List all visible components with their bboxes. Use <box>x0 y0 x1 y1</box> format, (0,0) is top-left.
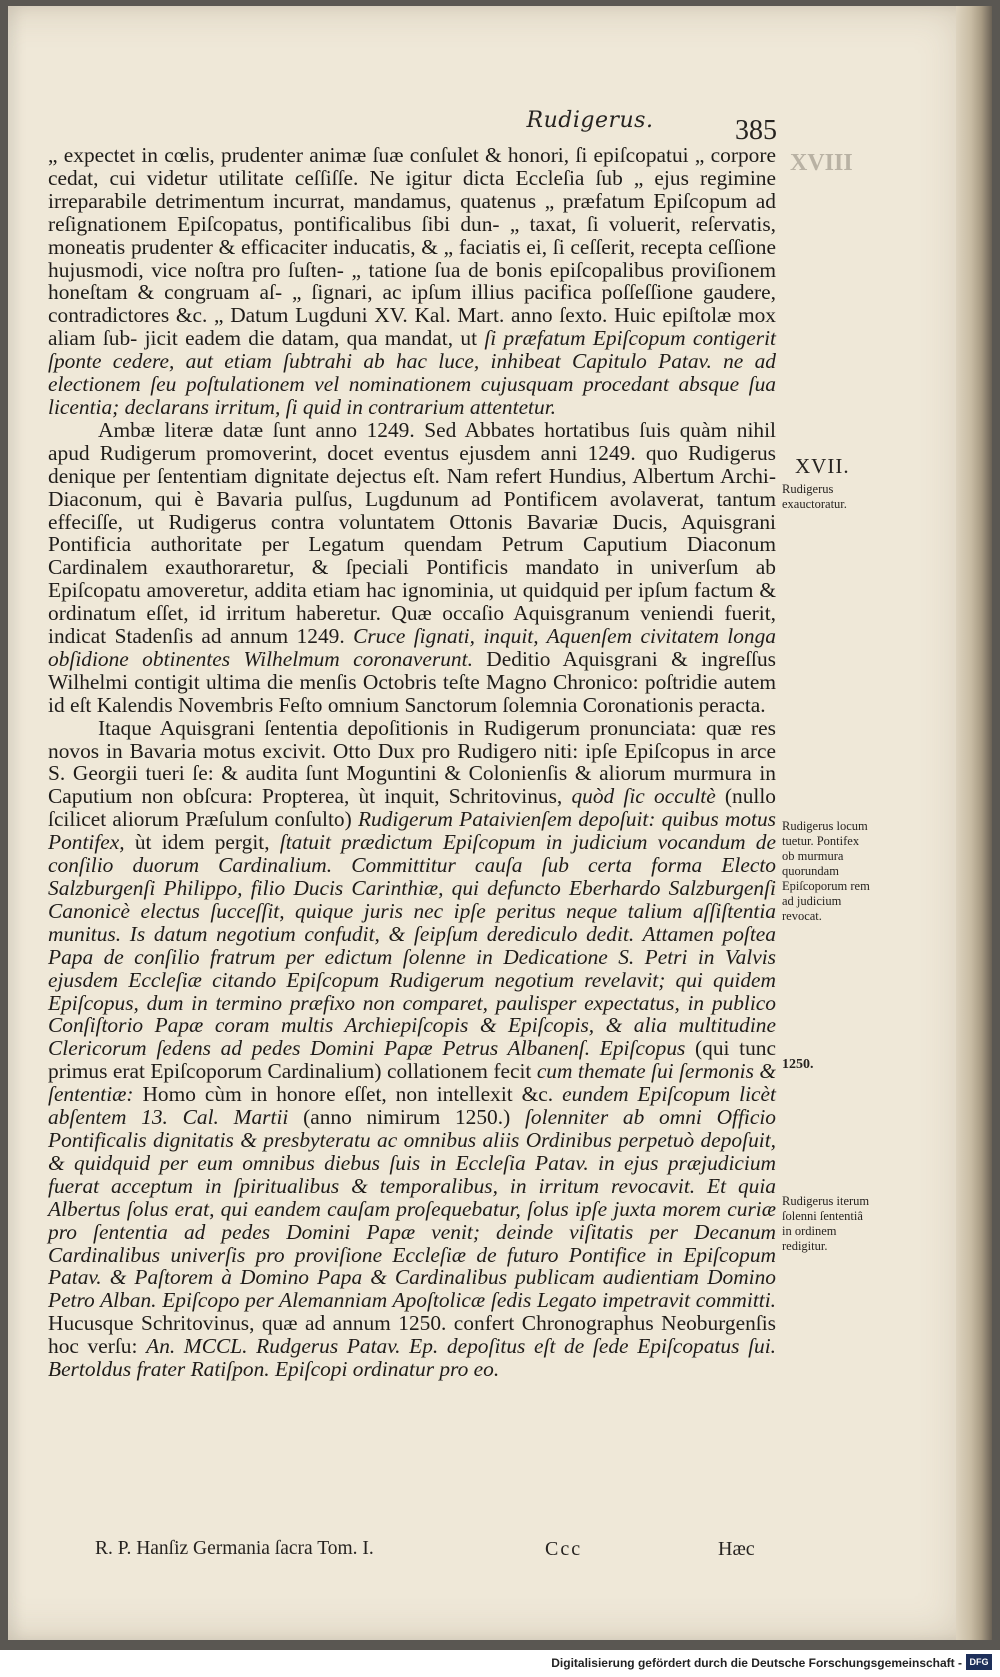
paragraph-ambae: Ambæ literæ datæ ſunt anno 1249. Sed Abbates hortatibus ſuis quàm nihil apud Rudigerum promoverint, docet eventus ejusdem anni 1249. quo Rudigerus denique per ſententiam dignitate dejectus eſt. Nam refert Hundius, Albertum Archi-Diaconum, qui è Bavaria pulſus, Lugdunum ad Pontificem avolaverat, tantum effeciſſe, ut Rudigerus contra voluntatem Ottonis Bavariæ Ducis, Aquisgrani Pontificia authoritate per Legatum quendam Petrum Caputium Diaconum Cardinalem exauthoraretur, & ſpeciali Pontificis mandato in univerſum ab Epiſcopatu amoveretur, addita etiam hac ignominia, ut quidquid per ipſum factum & ordinatum eſſet, id irritum haberetur. Quæ occaſio Aquisgranum veniendi fuerit, indicat Stadenſis ad annum 1249. Cruce ſignati, inquit, Aquenſem civitatem longa obſidione obtinentes Wilhelmum coronaverunt. Deditio Aquisgrani & ingreſſus Wilhelmi contigit ultima die menſis Octobris teſte Magno Chronico: poſtridie autem id eſt Kalendis Novembris Feſto omnium Sanctorum ſolemnia Coronationis peracta. <box>48 417 776 717</box>
bleed-through-text: XVIII <box>790 150 853 176</box>
signature-mark: Ccc <box>545 1538 583 1560</box>
running-head: Rudigerus. <box>526 108 654 133</box>
page-number: 385 <box>735 115 777 146</box>
margin-note-iterum: Rudigerus iterum ſolenni ſententiâ in ordinem redigitur. <box>782 1194 870 1253</box>
printer-signature: R. P. Hanſiz Germania ſacra Tom. I. <box>95 1538 374 1559</box>
margin-year: 1250. <box>782 1057 814 1072</box>
margin-section-number: XVII. <box>795 454 850 478</box>
dfg-logo-icon: DFG <box>966 1654 992 1670</box>
catchword: Hæc <box>718 1538 755 1560</box>
margin-note-exauctoratur: Rudigerus exauctoratur. <box>782 482 847 511</box>
footer-credit: Digitalisierung gefördert durch die Deutsche Forschungsgemeinschaft - <box>551 1656 962 1670</box>
margin-note-locum-tuetur: Rudigerus locum tuetur. Pontifex ob murmura quorundam Epiſcoporum rem ad judicium revocat. <box>782 819 870 923</box>
paragraph-quote: „ expectet in cœlis, prudenter animæ ſuæ conſulet & honori, ſi epiſcopatui „ corpore cedat, cui videtur utilitate ceſſiſſe. Ne igitur dicta Eccleſia ſub „ ejus regimine irreparabile detrimentum incurrat, mandamus, quatenus „ præfatum Epiſcopum ad reſignationem Epiſcopatus, pontificalibus ſibi dun- „ taxat, ſi voluerit, reſervatis, moneatis prudenter & efficaciter inducatis, & „ faciatis ei, ſi ceſſerit, recepta ceſſione hujusmodi, vice noſtra pro ſuſten- „ tatione ſua de bonis epiſcopalibus proviſionem honeſtam & congruam aſ- „ ſignari, ac ipſum illius pacifica poſſeſſione gaudere, contradictores &c. „ Datum Lugduni XV. Kal. Mart. anno ſexto. Huic epiſtolæ mox aliam ſub- jicit eadem die datam, qua mandat, ut ſi præfatum Epiſcopum contigerit ſponte cedere, aut etiam ſubtrahi ab hac luce, inhibeat Capitulo Patav. ne ad electionem ſeu poſtulationem vel nominationem cujusquam procedant absque ſua licentia; declarans irritum, ſi quid in contrarium attentetur. <box>48 143 776 419</box>
paragraph-itaque: Itaque Aquisgrani ſententia depoſitionis in Rudigerum pronunciata: quæ res novos in Bavaria motus excivit. Otto Dux pro Rudigero niti: ipſe Epiſcopus in arce S. Georgii tueri ſe: & audita ſunt Moguntini & Colonienſis & aliorum murmura in Caputium non obſcura: Propterea, ùt inquit, Schritovinus, quòd ſic occultè (nullo ſcilicet aliorum Præſulum conſulto) Rudigerum Pataivienſem depoſuit: quibus motus Pontifex, ùt idem pergit, ſtatuit prædictum Epiſcopum in judicium vocandum de conſilio duorum Cardinalium. Committitur cauſa ſub certa forma Electo Salzburgenſi Philippo, filio Ducis Carinthiæ, qui defuncto Eberhardo Salzburgenſi Canonicè electus ſucceſſit, quique juris nec ipſe peritus neque talium aſſiſtentia munitus. Is datum negotium confudit, & ſeipſum derediculo dedit. Attamen poſtea Papa de conſilio fratrum per edictum ſolenne in Dedicatione S. Petri in Valvis ejusdem Eccleſiæ citando Epiſcopum Rudigerum negotium revelavit; qui quidem Epiſcopus, dum in termino præfixo non comparet, paulisper expectatus, in publico Conſiſtorio Papæ coram multis Archiepiſcopis & Epiſcopis, & alia multitudine Clericorum ſedens ad pedes Domini Papæ Petrus Albanenſ. Epiſcopus (qui tunc primus erat Epiſcoporum Cardinalium) collationem fecit cum themate ſui ſermonis & ſententiæ: Homo cùm in honore eſſet, non intellexit &c. eundem Epiſcopum licèt abſentem 13. Cal. Martii (anno nimirum 1250.) ſolenniter ab omni Officio Pontificalis dignitatis & presbyteratu ac omnibus aliis Ordinibus perpetuò depoſuit, & quidquid per eum omnibus diebus ſuis in Eccleſia Patav. in ejus præjudicium fuerat acceptum in ſpiritualibus & temporalibus, in irritum revocavit. Et quia Albertus ſolus erat, qui eandem cauſam proſequebatur, ſolus ipſe juxta morem curiæ pro ſententia ad pedes Domini Papæ venit; deinde viſitatis per Decanum Cardinalibus univerſis pro proviſione Eccleſiæ de futuro Pontifice in Epiſcopum Patav. & Paſtorem à Domino Papa & Cardinalibus publicam audientiam Domino Petro Alban. Epiſcopo per Alemanniam Apoſtolicæ ſedis Legato impetravit committi. Hucusque Schritovinus, quæ ad annum 1250. confert Chronographus Neoburgenſis hoc verſu: An. MCCL. Rudgerus Patav. Ep. depoſitus eſt de ſede Epiſcopatus ſui. Bertoldus frater Ratiſpon. Epiſcopi ordinatur pro eo. <box>48 715 776 1382</box>
main-text <box>48 144 776 1381</box>
page-edge-shadow <box>956 6 992 1640</box>
